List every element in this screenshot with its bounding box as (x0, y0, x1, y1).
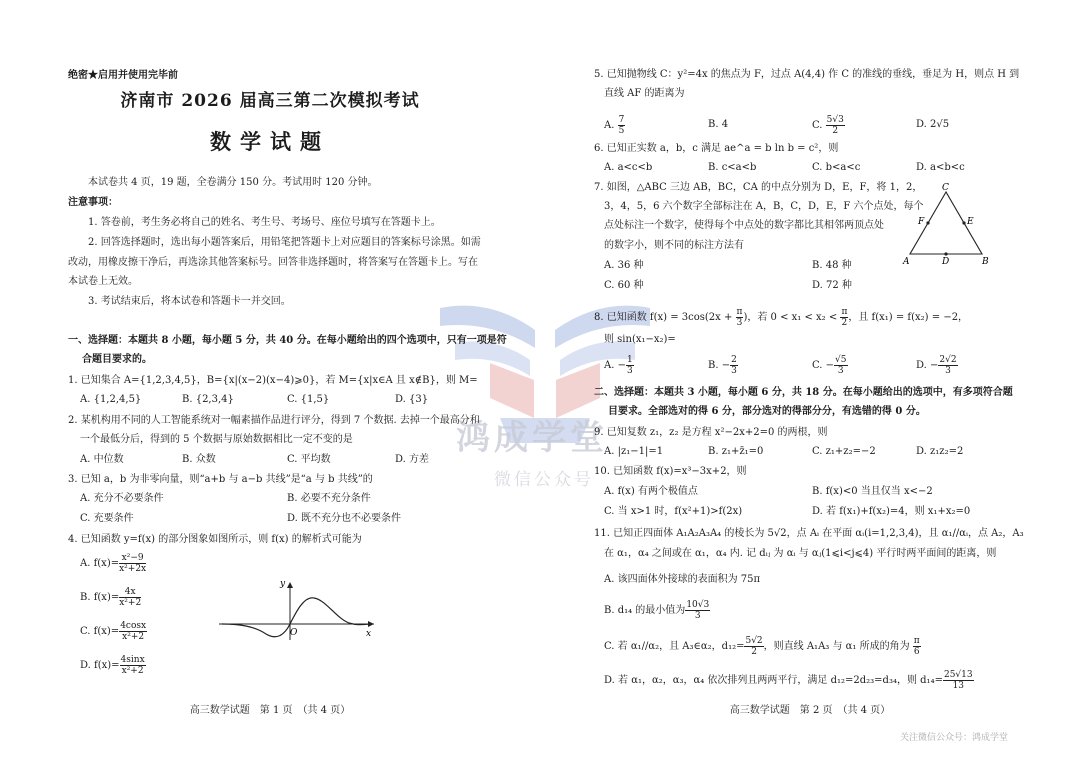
question-8-option-a: A. − $\frac{1}{3}$ (604, 355, 633, 376)
question-10-stem: 10. 已知函数 f(x)=x³−3x+2，则 (594, 466, 747, 477)
question-5-option-a: A. $\frac{7}{5}$ (604, 115, 625, 136)
question-7-stem-cont: 点处标注一个数字，使得每个中点处的数字都比其相邻两顶点处 (604, 220, 884, 231)
graph-origin-label: O (290, 628, 298, 638)
question-6-option-c: C. b<a<c (812, 162, 861, 173)
question-9-stem: 9. 已知复数 z₁，z₂ 是方程 x²−2x+2=0 的两根，则 (594, 427, 828, 438)
question-5-option-c: C. $\frac{5√3}{2}$ (812, 115, 844, 136)
question-10-option-a: A. f(x) 有两个极值点 (604, 486, 698, 497)
question-11-option-b: B. d₁₄ 的最小值为 $\frac{10√3}{3}$ (604, 600, 710, 621)
note-item: 改动，用橡皮擦干净后，再选涂其他答案标号。回答非选择题时，将答案写在答题卡上。写在 (68, 257, 478, 268)
question-7-option-d: D. 72 种 (812, 280, 852, 291)
question-7-stem-cont: 3，4，5，6 六个数字全部标注在 A，B，C，D，E，F 六个点处，每个 (604, 201, 924, 212)
midpoint-e-label: E (967, 217, 974, 227)
question-3-stem: 3. 已知 a，b 为非零向量，则“a+b 与 a−b 共线”是“a 与 b 共线”的 (68, 474, 373, 485)
question-8-option-b: B. − $\frac{2}{3}$ (708, 355, 737, 376)
page-2 (540, 0, 1080, 764)
question-6-option-b: B. c<a<b (708, 162, 757, 173)
graph-y-label: y (280, 579, 286, 589)
question-9-option-a: A. |z₁−1|=1 (604, 446, 664, 457)
question-7-triangle-figure (902, 180, 992, 266)
question-7-stem-cont: 的数字小，则不同的标注方法有 (604, 240, 744, 251)
question-2-stem-cont: 一个最低分后，得到的 5 个数据与原始数据相比一定不变的是 (80, 434, 353, 445)
question-1-option-b: B. {2,3,4} (182, 394, 234, 405)
question-2-stem: 2. 某机构用不同的人工智能系统对一幅素描作品进行评分，得到 7 个数据. 去掉一个最高分和 (68, 415, 480, 426)
question-5-option-d: D. 2√5 (916, 119, 950, 130)
note-item: 2. 回答选择题时，选出每小题答案后，用铅笔把答题卡上对应题目的答案标号涂黑。如需 (88, 237, 481, 248)
question-11-stem-cont: 在 α₁，α₄ 之间或在 α₁，α₄ 内. 记 dᵢⱼ 为 αᵢ 与 αⱼ(1⩽i<j⩽4) 平行时两平面间的距离，则 (604, 548, 997, 559)
question-7-option-c: C. 60 种 (604, 280, 644, 291)
question-5-stem: 5. 已知抛物线 C：y²=4x 的焦点为 F，过点 A(4,4) 作 C 的准线的垂线，垂足为 H，则点 H 到 (594, 69, 1020, 80)
question-1-stem: 1. 已知集合 A={1,2,3,4,5}，B={x|(x−2)(x−4)⩾0}，若 M={x|x∈A 且 x∉B}，则 M= (68, 375, 478, 386)
question-8-stem-cont: 则 sin(x₁−x₂)= (604, 334, 676, 345)
exam-intro: 本试卷共 4 页，19 题，全卷满分 150 分。考试用时 120 分钟。 (88, 177, 378, 188)
question-2-option-a: A. 中位数 (80, 454, 124, 465)
section-1-heading: 一、选择题：本题共 8 小题，每小题 5 分，共 40 分。在每小题给出的四个选项中，只有一项是符 (68, 335, 507, 346)
section-2-heading: 二、选择题：本题共 3 小题，每小题 6 分，共 18 分。在每小题给出的选项中，有多项符合题 (594, 387, 1013, 398)
watermark-subtext: 微信公众号 (494, 470, 594, 490)
graph-x-label: x (366, 629, 372, 639)
section-2-heading-cont: 目要求。全部选对的得 6 分，部分选对的得部分分，有选错的得 0 分。 (608, 406, 926, 417)
question-9-option-d: D. z₁z₂=2 (916, 446, 964, 457)
notes-heading: 注意事项： (68, 197, 118, 208)
question-6-stem: 6. 已知正实数 a，b，c 满足 ae^a = b ln b = c²，则 (594, 143, 839, 154)
question-4-function-graph (214, 578, 379, 643)
question-8-stem: 8. 已知函数 f(x) = 3cos(2x + $\frac{\pi}{3}$ )，若 0 < x₁ < x₂ < $\frac{\pi}{2}$ ，且 f(x₁) = f(x₂) = −2， (594, 307, 969, 328)
question-8-option-d: D. − $\frac{2√2}{3}$ (916, 355, 957, 376)
question-4-stem: 4. 已知函数 y=f(x) 的部分图象如图所示，则 f(x) 的解析式可能为 (68, 534, 362, 545)
question-3-option-c: C. 充要条件 (80, 513, 134, 524)
question-1-option-c: C. {1,5} (287, 394, 330, 405)
question-10-option-d: D. 若 f(x₁)+f(x₂)=4，则 x₁+x₂=0 (812, 506, 971, 517)
question-2-option-c: C. 平均数 (287, 454, 331, 465)
midpoint-d-label: D (942, 257, 950, 266)
question-9-option-c: C. z₁+z₂=−2 (812, 446, 876, 457)
question-11-option-d: D. 若 α₁，α₂，α₃，α₄ 依次排列且两两平行，满足 d₁₂=2d₂₃=d₃₄，则 d₁₄= $\frac{25√13}{13}$ (604, 670, 973, 691)
wechat-corner-note: 关注微信公众号：鸿成学堂 (899, 733, 1008, 743)
question-11-stem: 11. 已知正四面体 A₁A₂A₃A₄ 的棱长为 5√2，点 Aᵢ 在平面 αᵢ(i=1,2,3,4)，且 α₁//αᵢ，点 A₂，A₃ (594, 528, 1024, 539)
question-1-option-d: D. {3} (395, 394, 429, 405)
question-4-option-b: B. f(x)= $\frac{4x}{\text{x²+2}}$ (80, 587, 142, 608)
question-2-option-b: B. 众数 (182, 454, 216, 465)
question-10-option-b: B. f(x)<0 当且仅当 x<−2 (812, 486, 933, 497)
question-4-option-a: A. f(x)= $\frac{\text{x²−9}}{\text{x²+2x}}$ (80, 553, 147, 574)
subject-title: 数学试题 (210, 129, 330, 154)
note-item: 本试卷上无效。 (68, 276, 138, 287)
watermark-text: 鸿成学堂 (456, 418, 608, 458)
question-7-option-b: B. 48 种 (812, 260, 852, 271)
confidential-label: 绝密★启用并使用完毕前 (68, 70, 178, 81)
section-1-heading-cont: 合题目要求的。 (82, 354, 152, 365)
vertex-b-label: B (982, 257, 989, 266)
question-11-option-c: C. 若 α₁//α₂，且 A₃∈α₂，d₁₂= $\frac{5√2}{2}$ ，则直线 A₁A₃ 与 α₁ 所成的角为 $\frac{\pi}{6}$ (604, 636, 920, 657)
question-3-option-a: A. 充分不必要条件 (80, 493, 164, 504)
question-5-stem-cont: 直线 AF 的距离为 (604, 88, 685, 99)
question-10-option-c: C. 当 x>1 时，f(x²+1)>f(2x) (604, 506, 743, 517)
question-11-option-a: A. 该四面体外接球的表面积为 75π (604, 574, 761, 585)
question-4-option-d: D. f(x)= $\frac{4\sin x}{\text{x²+2}}$ (80, 655, 145, 676)
question-7-stem: 7. 如图，△ABC 三边 AB，BC，CA 的中点分别为 D，E，F，将 1，2， (594, 182, 923, 193)
question-2-option-d: D. 方差 (395, 454, 430, 465)
question-8-option-c: C. − $\frac{√5}{3}$ (812, 355, 847, 376)
question-1-option-a: A. {1,2,4,5} (80, 394, 142, 405)
question-3-option-d: D. 既不充分也不必要条件 (287, 513, 402, 524)
question-7-option-a: A. 36 种 (604, 260, 644, 271)
vertex-a-label: A (903, 257, 910, 266)
question-5-option-b: B. 4 (708, 119, 729, 130)
question-9-option-b: B. z₁+z̄₁=0 (708, 446, 764, 457)
question-3-option-b: B. 必要不充分条件 (287, 493, 371, 504)
exam-title: 济南市 2026 届高三第二次模拟考试 (120, 91, 420, 111)
vertex-c-label: C (942, 183, 949, 193)
question-4-option-c: C. f(x)= $\frac{4\cos x}{\text{x²+2}}$ (80, 621, 147, 642)
question-6-option-a: A. a<c<b (604, 162, 653, 173)
midpoint-f-label: F (918, 217, 925, 227)
footer-page-1: 高三数学试题 第 1 页 （共 4 页） (189, 705, 351, 716)
note-item: 3. 考试结束后，将本试卷和答题卡一并交回。 (88, 296, 291, 307)
footer-page-2: 高三数学试题 第 2 页 （共 4 页） (729, 705, 891, 716)
note-item: 1. 答卷前，考生务必将自己的姓名、考生号、考场号、座位号填写在答题卡上。 (88, 217, 441, 228)
question-6-option-d: D. a<b<c (916, 162, 965, 173)
